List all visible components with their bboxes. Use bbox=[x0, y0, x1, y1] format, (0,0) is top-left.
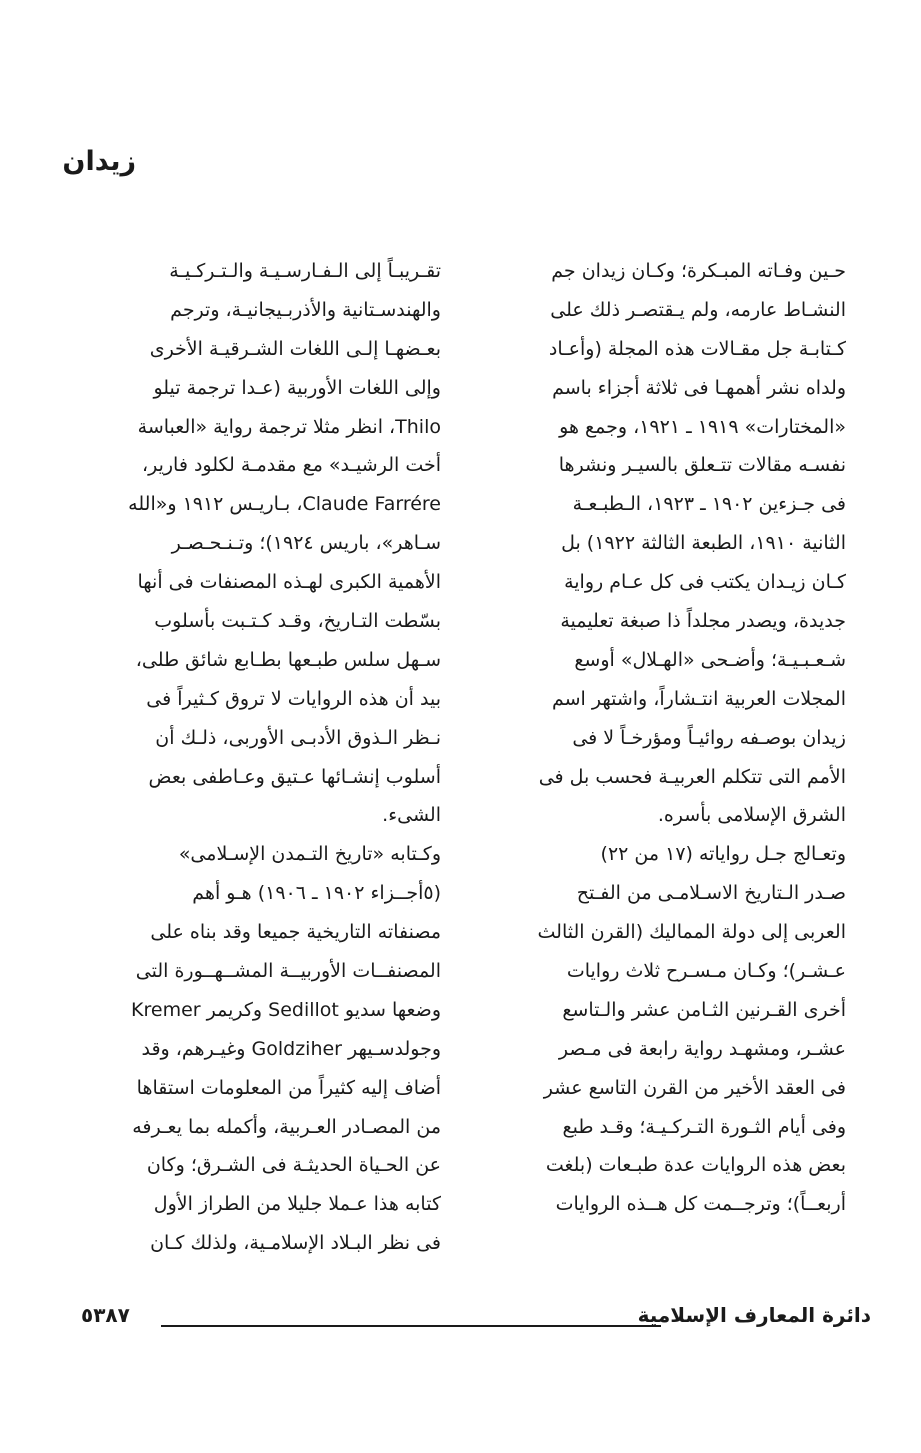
text-line: Thilo، انظر مثلا ترجمة رواية «العباسة bbox=[137, 415, 441, 438]
text-line: وفى أيام الثـورة التـركـيـة؛ وقـد طبع bbox=[562, 1115, 846, 1138]
text-line: المصنفــات الأوربيــة المشــهــورة التى bbox=[135, 960, 441, 983]
text-line: «المختارات» ١٩١٩ ـ ١٩٢١، وجمع هو bbox=[559, 415, 846, 438]
text-line: بعـضهـا إلـى اللغات الشـرقيـة الأخرى bbox=[149, 337, 441, 360]
text-line: الشرق الإسلامى بأسره. bbox=[657, 804, 846, 827]
text-line: عن الحـياة الحديثـة فى الشـرق؛ وكان bbox=[146, 1154, 441, 1177]
text-line: عشـر، ومشهـد رواية رابعة فى مـصر bbox=[558, 1037, 846, 1060]
text-line: أخت الرشيـد» مع مقدمـة لكلود فارير، bbox=[141, 454, 441, 477]
text-line: كتابه هذا عـملا جليلا من الطراز الأول bbox=[153, 1193, 441, 1216]
text-line: كـتابـة جل مقـالات هذه المجلة (وأعـاد bbox=[548, 337, 846, 360]
text-line: أسلوب إنشـائها عـتيق وعـاطفى بعض bbox=[148, 765, 441, 788]
text-line: نـظر الـذوق الأدبـى الأوربى، ذلـك أن bbox=[155, 726, 441, 749]
text-line: والهندسـتانية والأذربـيجانيـة، وترجم bbox=[170, 298, 441, 321]
text-line: بسّطت التـاريخ، وقـد كـتـبت بأسلوب bbox=[154, 610, 441, 633]
text-column-left bbox=[96, 252, 441, 1263]
text-line: سـاهر»، باريس ١٩٢٤)؛ وتـنـحـصـر bbox=[171, 532, 441, 555]
text-column-right bbox=[501, 252, 846, 1224]
page-footer bbox=[81, 1303, 871, 1339]
text-line: الشىء. bbox=[382, 804, 441, 827]
text-line: صـدر الـتاريخ الاسـلامـى من الفـتح bbox=[576, 882, 846, 905]
text-line: وكـتابه «تاريخ التـمدن الإسـلامى» bbox=[178, 843, 441, 866]
text-line: وإلى اللغات الأوربية (عـدا ترجمة تيلو bbox=[153, 376, 441, 399]
encyclopedia-title: دائرة المعارف الإسلامية bbox=[637, 1303, 871, 1327]
text-line: فى جـزءين ١٩٠٢ ـ ١٩٢٣، الـطبـعـة bbox=[572, 493, 846, 516]
text-line: فى العقد الأخير من القرن التاسع عشر bbox=[543, 1076, 846, 1099]
text-line: كـان زيـدان يكتب فى كل عـام رواية bbox=[564, 571, 846, 594]
text-line: المجلات العربية انتـشاراً، واشتهر اسم bbox=[551, 687, 846, 710]
text-line: العربى إلى دولة المماليك (القرن الثالث bbox=[537, 921, 846, 944]
text-line: مصنفاته التاريخية جميعا وقد بناه على bbox=[150, 921, 441, 944]
text-line: عـشـر)؛ وكـان مـسـرح ثلاث روايات bbox=[566, 960, 846, 983]
text-line: شـعـبـيـة؛ وأضـحى «الهـلال» أوسع bbox=[574, 648, 846, 671]
text-line: ولداه نشر أهمهـا فى ثلاثة أجزاء باسم bbox=[552, 376, 846, 399]
text-line: زيدان بوصـفه روائيـاً ومؤرخـاً لا فى bbox=[572, 726, 846, 749]
page-number: ٥٣٨٧ bbox=[81, 1303, 130, 1327]
text-line: فى نظر البـلاد الإسلامـية، ولذلك كـان bbox=[150, 1232, 441, 1255]
text-line: الثانية ١٩١٠، الطبعة الثالثة ١٩٢٢) بل bbox=[561, 532, 846, 555]
text-line: من المصـادر العـربية، وأكمله بما يعـرفه bbox=[132, 1115, 441, 1138]
text-line: الأهمية الكبرى لهـذه المصنفات فى أنها bbox=[137, 571, 441, 594]
text-line: (٥أجــزاء ١٩٠٢ ـ ١٩٠٦) هـو أهم bbox=[192, 882, 441, 905]
text-line: وتعـالج جـل رواياته (١٧ من ٢٢) bbox=[600, 843, 846, 866]
running-header-word: زيدان bbox=[62, 146, 136, 177]
text-line: وجولدسـيهر Goldziher وغيـرهم، وقد bbox=[141, 1037, 441, 1060]
text-line: سـهل سلس طبـعها بطـابع شائق طلى، bbox=[135, 648, 441, 671]
text-line: نفسـه مقالات تتـعلق بالسيـر ونشرها bbox=[558, 454, 846, 477]
text-line: أربعــاً)؛ وترجــمت كل هــذه الروايات bbox=[555, 1193, 846, 1216]
text-line: النشـاط عارمه، ولم يـقتصـر ذلك على bbox=[550, 298, 846, 321]
text-line: Claude Farrére، بـاريـس ١٩١٢ و«الله bbox=[128, 493, 441, 516]
text-line: وضعها سديو Sedillot وكريمر Kremer bbox=[131, 998, 441, 1021]
text-line: بعض هذه الروايات عدة طبـعات (بلغت bbox=[545, 1154, 846, 1177]
text-line: بيد أن هذه الروايات لا تروق كـثيراً فى bbox=[146, 687, 441, 710]
text-line: جديدة، ويصدر مجلداً ذا صبغة تعليمية bbox=[560, 610, 846, 633]
text-line: حـين وفـاته المبـكرة؛ وكـان زيدان جم bbox=[551, 260, 846, 282]
footer-rule bbox=[161, 1325, 661, 1327]
text-line: أخرى القـرنين الثـامن عشر والـتاسع bbox=[562, 998, 846, 1021]
text-line: أضاف إليه كثيراً من المعلومات استقاها bbox=[136, 1076, 441, 1099]
text-line: الأمم التى تتكلم العربيـة فحسب بل فى bbox=[538, 765, 846, 788]
text-line: تقـريبـاً إلى الـفـارسـيـة والـتـركـيـة bbox=[169, 260, 441, 282]
